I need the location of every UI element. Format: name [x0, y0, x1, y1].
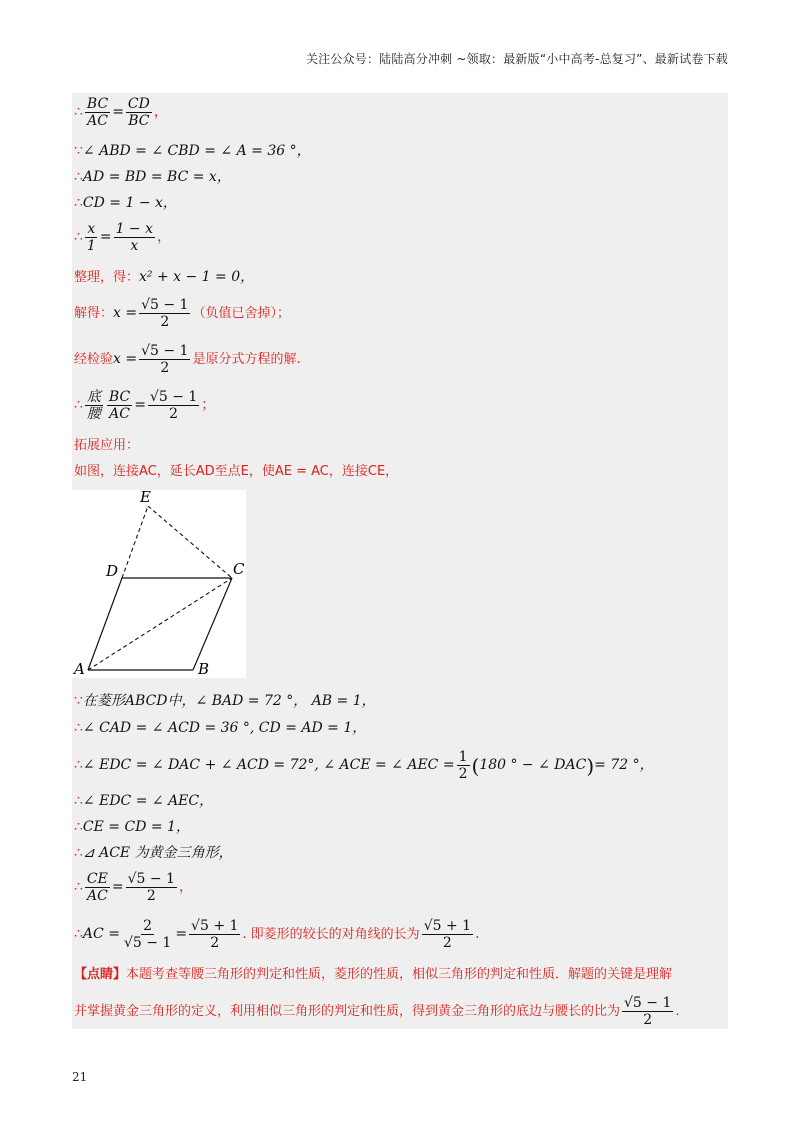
page-number: 21 — [72, 1070, 88, 1084]
comment-line-2: 并掌握黄金三角形的定义，利用相似三角形的判定和性质，得到黄金三角形的底边与腰长的比为 $\frac{√5 - 1}{2}$ . — [74, 995, 680, 1029]
proof-line-2: ∴ ∠ CAD = ∠ ACD = 36 °, CD = AD = 1， — [74, 720, 367, 736]
label-c: C — [233, 560, 245, 578]
proof-line-4: ∴ ∠ EDC = ∠ AEC， — [74, 793, 214, 809]
proof-line-5: ∴ CE = CD = 1， — [74, 819, 190, 835]
label-d: D — [106, 562, 119, 580]
line-proportion: ∴ $\frac{x}{1}$ = $\frac{1 - x}{x}$ ， — [74, 221, 172, 255]
label-e: E — [140, 490, 151, 506]
side-da — [88, 578, 122, 670]
line-base-leg-ratio: ∴ $\frac{\text{底}}{\text{腰}}$ $\frac{BC}{AC}$ = $\frac{√5 - 1}{2}$ ； — [74, 389, 216, 423]
line-solve: 解得： x = $\frac{√5 - 1}{2}$ （负值已舍掉）； — [74, 297, 290, 331]
line-equal-sides: ∴ AD = BD = BC = x， — [74, 169, 231, 185]
fraction: $\frac{CD}{BC}$ — [127, 96, 150, 130]
proof-line-8: ∴ AC = $\frac{2}{√5 - 1}$ = $\frac{√5 + 1}{2}$ . 即菱形的较长的对角线的长为 $\frac{√5 + 1}{2}$ . — [74, 918, 480, 952]
line-construction: 如图，连接AC，延长AD至点E，使AE = AC，连接CE， — [74, 464, 399, 479]
proof-line-3: ∴ ∠ EDC = ∠ DAC + ∠ ACD = 72°, ∠ ACE = ∠ AEC = $\frac{1}{2}$ ( 180 ° − ∠ DAC ) = 72 °， — [74, 749, 654, 783]
section-extension: 拓展应用： — [74, 438, 140, 453]
line-angles: ∵ ∠ ABD = ∠ CBD = ∠ A = 36 °， — [74, 143, 311, 159]
segment-de — [122, 506, 148, 578]
side-bc — [193, 578, 232, 670]
solution-panel — [72, 93, 728, 1029]
rhombus-diagram — [72, 490, 246, 678]
label-a: A — [74, 660, 85, 678]
label-b: B — [198, 660, 210, 678]
proof-line-1: ∵ 在菱形ABCD中，∠ BAD = 72 °， AB = 1， — [74, 693, 376, 709]
comment-line-1: 【点睛】 本题考查等腰三角形的判定和性质，菱形的性质，相似三角形的判定和性质．解题的关键是理解 — [74, 967, 673, 982]
proof-line-7: ∴ $\frac{CE}{AC}$ = $\frac{√5 - 1}{2}$ ， — [74, 871, 193, 905]
fraction: $\frac{BC}{AC}$ — [86, 96, 109, 130]
rhombus-figure — [72, 490, 246, 678]
line-ratio-bc-ac: ∴ $\frac{BC}{AC}$ = $\frac{CD}{BC}$ ， — [74, 96, 168, 130]
line-verify: 经检验 x = $\frac{√5 - 1}{2}$ 是原分式方程的解. — [74, 343, 301, 377]
page-header: 关注公众号：陆陆高分冲刺 ~领取：最新版“小中高考-总复习”、最新试卷下载 — [305, 52, 728, 66]
line-cd: ∴ CD = 1 − x， — [74, 195, 177, 211]
line-simplify: 整理，得： x² + x − 1 = 0， — [74, 269, 255, 285]
diagonal-ac — [88, 578, 232, 670]
proof-line-6: ∴ ⊿ ACE 为黄金三角形， — [74, 845, 233, 861]
segment-ec — [148, 506, 232, 578]
